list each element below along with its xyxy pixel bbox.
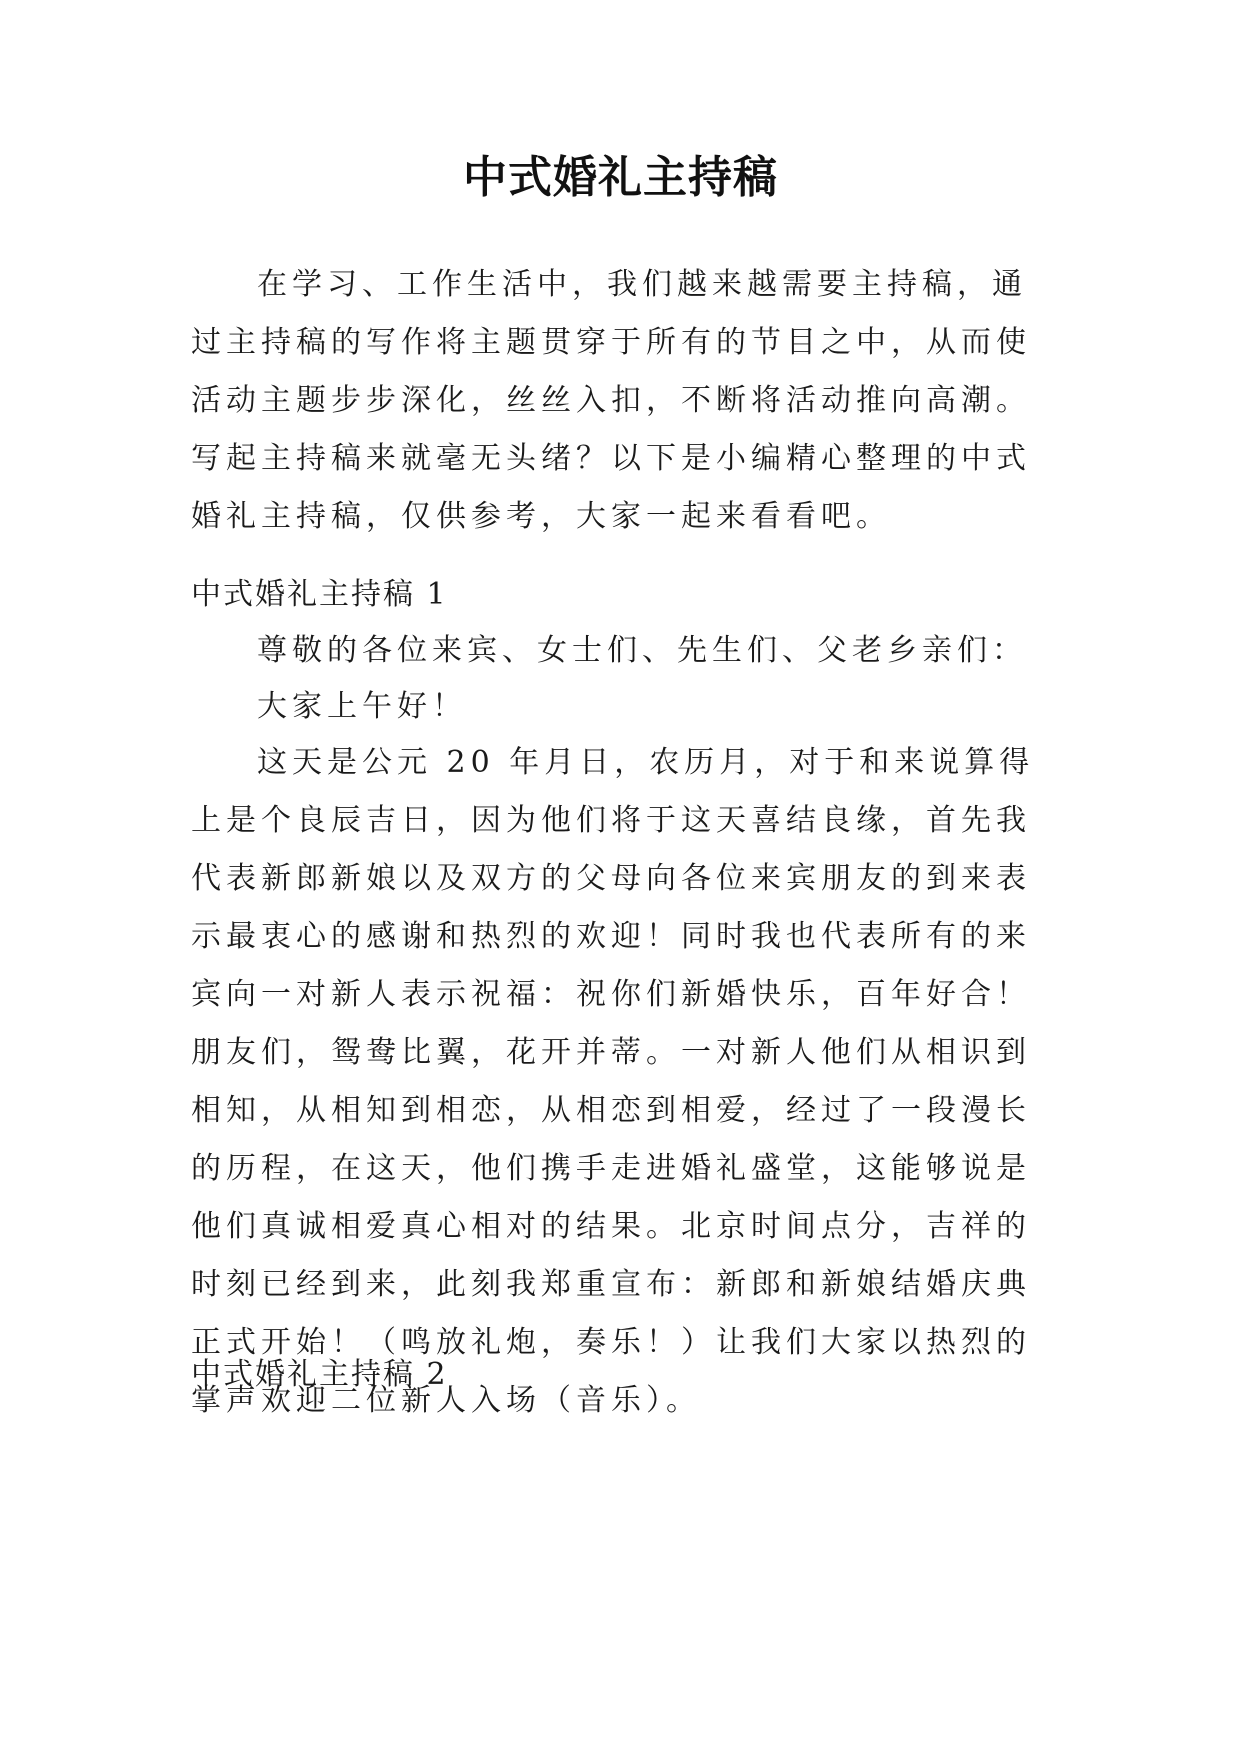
document-title: 中式婚礼主持稿 [463,152,778,203]
section-heading-1: 中式婚礼主持稿 1 [191,577,448,612]
salutation-paragraph: 尊敬的各位来宾、女士们、先生们、父老乡亲们： [257,633,1027,668]
greeting-paragraph: 大家上午好！ [257,689,467,724]
section-heading-2: 中式婚礼主持稿 2 [191,1357,448,1392]
intro-paragraph: 在学习、工作生活中，我们越来越需要主持稿，通过主持稿的写作将主题贯穿于所有的节目之中，从而使活动主题步步深化，丝丝入扣，不断将活动推向高潮。写起主持稿来就毫无头绪？以下是小编精心整理的中式婚礼主持稿，仅供参考，大家一起来看看吧。 [191,267,1031,534]
body-paragraph: 这天是公元 20 年月日，农历月，对于和来说算得上是个良辰吉日，因为他们将于这天喜结良缘，首先我代表新郎新娘以及双方的父母向各位来宾朋友的到来表示最衷心的感谢和热烈的欢迎！同时我也代表所有的来宾向一对新人表示祝福：祝你们新婚快乐，百年好合！朋友们，鸳鸯比翼，花开并蒂。一对新人他们从相识到相知，从相知到相恋，从相恋到相爱，经过了一段漫长的历程，在这天，他们携手走进婚礼盛堂，这能够说是他们真诚相爱真心相对的结果。北京时间点分，吉祥的时刻已经到来，此刻我郑重宣布：新郎和新娘结婚庆典正式开始！（鸣放礼炮，奏乐！）让我们大家以热烈的掌声欢迎二位新人入场（音乐）。 [191,745,1035,1418]
